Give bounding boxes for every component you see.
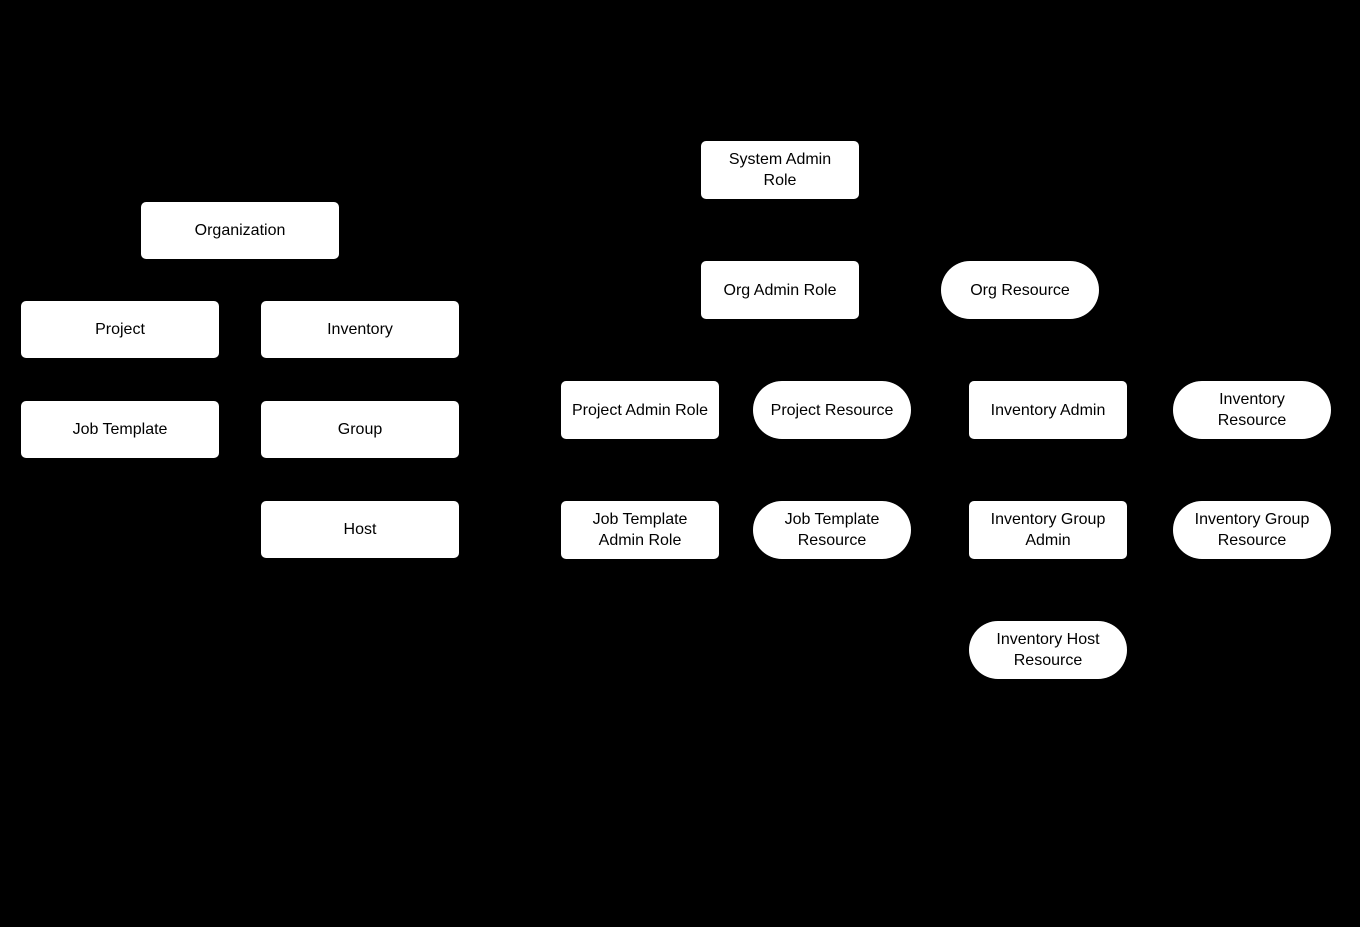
system-admin-role-node <box>701 141 859 199</box>
node-label: Org Admin Role <box>723 281 837 299</box>
job-template-admin-role-node <box>561 501 719 559</box>
node-label: Job Template Admin Role <box>592 511 688 549</box>
node-label: Org Resource <box>970 281 1070 299</box>
node-label: Inventory Admin <box>990 401 1106 419</box>
host-node <box>261 501 459 558</box>
inventory-node <box>261 301 459 358</box>
inventory-resource-node <box>1173 381 1331 439</box>
node-label: Host <box>343 521 377 538</box>
project-node <box>21 301 219 358</box>
project-resource-node <box>753 381 911 439</box>
node-label: Inventory Resource <box>1217 391 1287 429</box>
node-label: Inventory <box>327 321 393 338</box>
job-template-node <box>21 401 219 458</box>
node-label: Project <box>95 321 145 338</box>
inventory-group-resource-node <box>1173 501 1331 559</box>
job-template-resource-node <box>753 501 911 559</box>
node-label: Inventory Host Resource <box>996 631 1100 669</box>
node-label: Project Admin Role <box>571 401 709 419</box>
group-node <box>261 401 459 458</box>
node-label: Organization <box>194 222 286 239</box>
project-admin-role-node <box>561 381 719 439</box>
org-resource-node <box>941 261 1099 319</box>
inventory-group-admin-node <box>969 501 1127 559</box>
node-label: Inventory Group Admin <box>990 511 1106 549</box>
org-admin-role-node <box>701 261 859 319</box>
node-label: Job Template <box>72 421 168 438</box>
node-label: Group <box>337 421 383 438</box>
inventory-admin-node <box>969 381 1127 439</box>
inventory-host-resource-node <box>969 621 1127 679</box>
node-label: System Admin Role <box>728 151 832 189</box>
node-label: Inventory Group Resource <box>1194 511 1310 549</box>
node-label: Project Resource <box>770 401 894 419</box>
organization-node <box>141 202 339 259</box>
node-label: Job Template Resource <box>784 511 880 549</box>
